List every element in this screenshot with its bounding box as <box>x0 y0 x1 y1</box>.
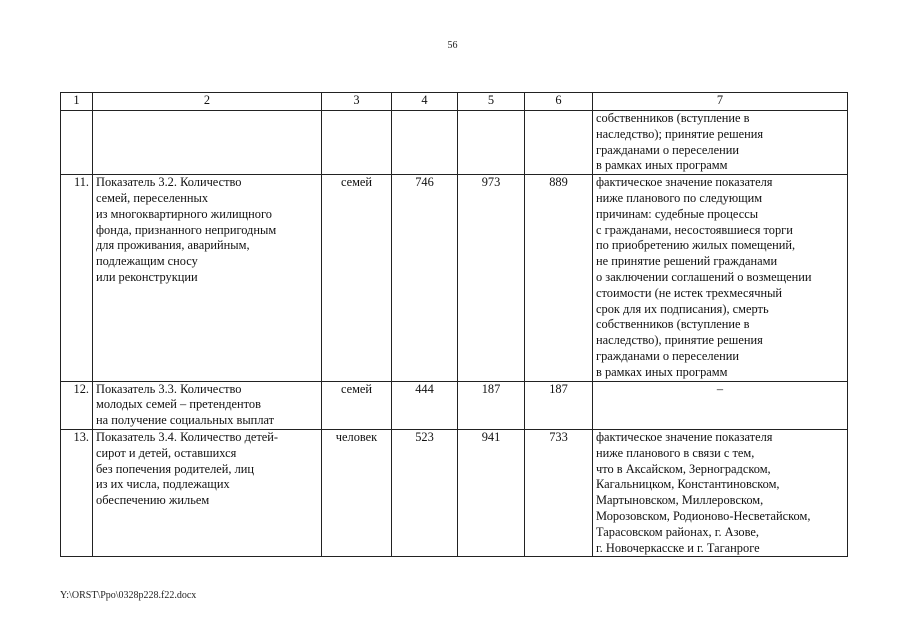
column-header-3: 3 <box>322 93 392 111</box>
note-cell: фактическое значение показателя ниже планового по следующим причинам: судебные процессы с гражданами, несостоявшиеся торги по приобретению жилых помещений, не принятие решений гражданами о заключении соглашений о возмещении стоимости (не истек трехмесячный срок для их подписания), смерть собственников (вступление в наследство), принятие решения гражданами о переселении в рамках иных программ <box>593 175 848 381</box>
indicator-cell: Показатель 3.2. Количество семей, переселенных из многоквартирного жилищного фонда, признанного непригодным для проживания, аварийным, подлежащим сносу или реконструкции <box>93 175 322 381</box>
table-row-continuation <box>61 111 848 175</box>
note-cell: собственников (вступление в наследство); принятие решения гражданами о переселении в рамках иных программ <box>593 111 848 175</box>
unit-cell: семей <box>322 175 392 381</box>
row-number: 11. <box>61 175 93 381</box>
indicator-cell: Показатель 3.3. Количество молодых семей – претендентов на получение социальных выплат <box>93 381 322 429</box>
unit-cell: семей <box>322 381 392 429</box>
column-header-6: 6 <box>525 93 593 111</box>
note-cell: фактическое значение показателя ниже планового в связи с тем, что в Аксайском, Зерноградском, Кагальницком, Константиновском, Мартыновском, Миллеровском, Морозовском, Родионово-Несветайском, Тарасовском районах, г. Азове, г. Новочеркасске и г. Таганроге <box>593 429 848 556</box>
row-number: 12. <box>61 381 93 429</box>
table-row <box>61 175 848 381</box>
indicator-cell <box>93 111 322 175</box>
value-cell-col6: 889 <box>525 175 593 381</box>
value-cell-col4: 746 <box>392 175 458 381</box>
value-cell-col6 <box>525 111 593 175</box>
value-cell-col6: 187 <box>525 381 593 429</box>
table-row <box>61 381 848 429</box>
unit-cell <box>322 111 392 175</box>
value-cell-col5: 187 <box>458 381 525 429</box>
page-number: 56 <box>447 40 458 51</box>
column-header-7: 7 <box>593 93 848 111</box>
value-cell-col5 <box>458 111 525 175</box>
value-cell-col6: 733 <box>525 429 593 556</box>
value-cell-col4: 523 <box>392 429 458 556</box>
value-cell-col4: 444 <box>392 381 458 429</box>
row-number: 13. <box>61 429 93 556</box>
note-cell: – <box>593 381 848 429</box>
column-header-5: 5 <box>458 93 525 111</box>
value-cell-col5: 973 <box>458 175 525 381</box>
value-cell-col5: 941 <box>458 429 525 556</box>
data-table <box>60 92 848 557</box>
unit-cell: человек <box>322 429 392 556</box>
footer-file-path: Y:\ORST\Ppo\0328p228.f22.docx <box>60 590 197 601</box>
value-cell-col4 <box>392 111 458 175</box>
table-header-row <box>61 93 848 111</box>
column-header-4: 4 <box>392 93 458 111</box>
indicator-cell: Показатель 3.4. Количество детей- сирот и детей, оставшихся без попечения родителей, лиц из их числа, подлежащих обеспечению жильем <box>93 429 322 556</box>
column-header-1: 1 <box>61 93 93 111</box>
row-number <box>61 111 93 175</box>
table-row <box>61 429 848 556</box>
column-header-2: 2 <box>93 93 322 111</box>
